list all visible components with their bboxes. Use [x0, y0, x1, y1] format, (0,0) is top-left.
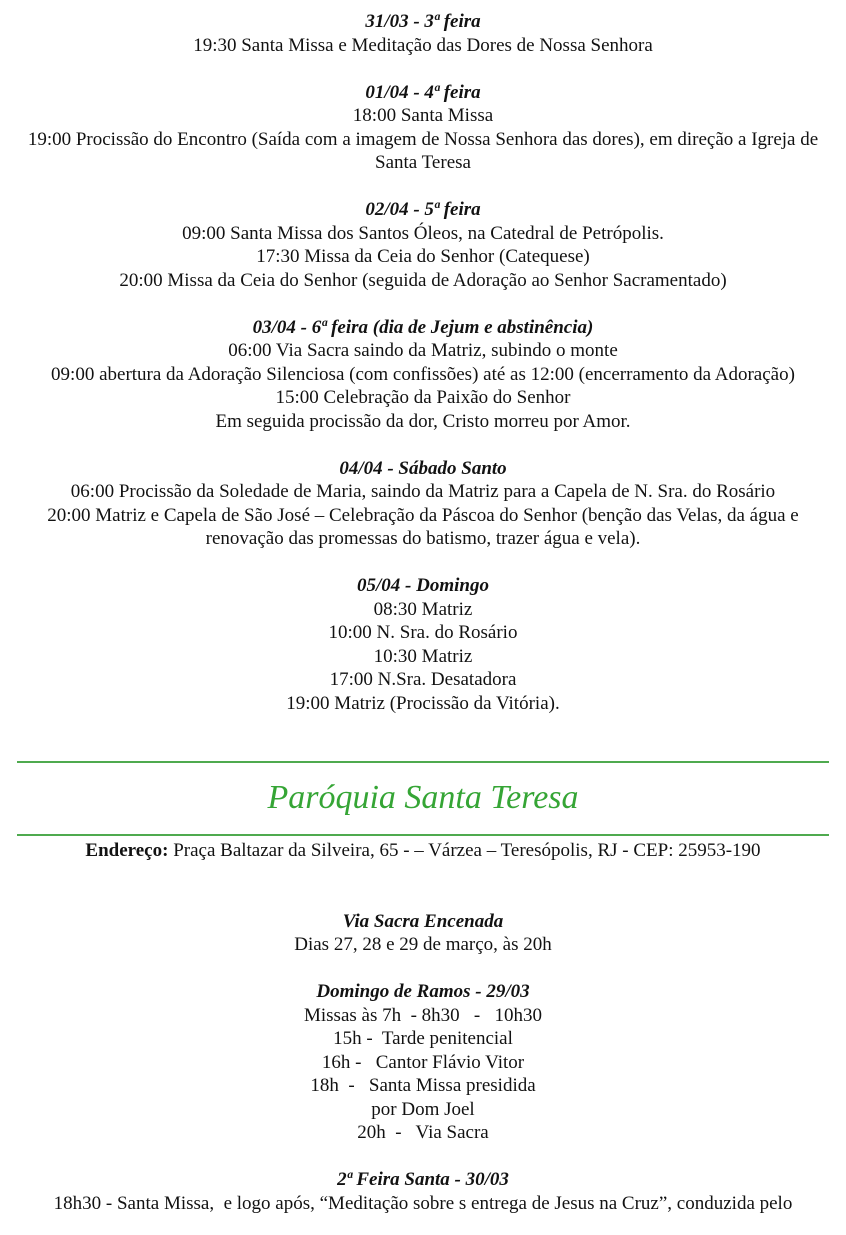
schedule-line: 06:00 Via Sacra saindo da Matriz, subindo o monte [228, 340, 618, 361]
section-heading: 05/04 - Domingo [357, 575, 489, 596]
schedule-line: 17:30 Missa da Ceia do Senhor (Catequese) [256, 246, 590, 267]
schedule-section-04-04 [17, 457, 829, 551]
schedule-line: 10:00 N. Sra. do Rosário [328, 622, 518, 643]
section-heading: 04/04 - Sábado Santo [339, 457, 507, 479]
address-line [17, 836, 829, 863]
address-label: Endereço: [85, 840, 169, 861]
section-heading: 01/04 - 4ª feira [365, 81, 481, 103]
schedule-line: 19:00 Matriz (Procissão da Vitória). [286, 692, 560, 714]
section-heading: 02/04 - 5ª feira [365, 199, 481, 220]
schedule-line: Dias 27, 28 e 29 de março, às 20h [294, 934, 552, 955]
schedule-section-31-03 [17, 10, 829, 57]
schedule-line: 19:30 Santa Missa e Meditação das Dores de Nossa Senhora [193, 34, 653, 56]
parish-header [17, 761, 829, 863]
schedule-line: 19:00 Procissão do Encontro (Saída com a imagem de Nossa Senhora das dores), em direção a Igreja de Santa Teresa [27, 128, 823, 173]
schedule-line: 06:00 Procissão da Soledade de Maria, saindo da Matriz para a Capela de N. Sra. do Rosário [70, 481, 776, 502]
schedule-line: Missas às 7h - 8h30 - 10h30 [303, 1004, 543, 1026]
schedule-line: 16h - Cantor Flávio Vitor [321, 1051, 525, 1073]
schedule-section-01-04 [17, 81, 829, 175]
section-lines [17, 1192, 829, 1216]
schedule-line: 15h - Tarde penitencial [333, 1028, 513, 1049]
section-heading: 2ª Feira Santa - 30/03 [337, 1169, 509, 1190]
parish-title: Paróquia Santa Teresa [267, 779, 579, 816]
schedule-line: 09:00 abertura da Adoração Silenciosa (com confissões) até as 12:00 (encerramento da Adoração) [51, 363, 795, 385]
schedule-line: 09:00 Santa Missa dos Santos Óleos, na Catedral de Petrópolis. [182, 222, 664, 244]
program-section-2a-feira-santa [17, 1168, 829, 1215]
schedule-line: 17:00 N.Sra. Desatadora [329, 669, 517, 690]
section-heading: 31/03 - 3ª feira [365, 11, 481, 32]
section-lines [17, 1004, 829, 1145]
section-lines [17, 598, 829, 716]
schedule-section-03-04 [17, 316, 829, 434]
schedule-line: 18h - Santa Missa presidida [310, 1075, 536, 1096]
schedule-line: 20:00 Missa da Ceia do Senhor (seguida de Adoração ao Senhor Sacramentado) [119, 269, 727, 291]
section-lines [17, 34, 829, 58]
schedule-line: por Dom Joel [371, 1098, 475, 1120]
section-lines [17, 339, 829, 433]
schedule-line: Em seguida procissão da dor, Cristo morreu por Amor. [215, 410, 631, 432]
schedule-line: 18:00 Santa Missa [352, 105, 494, 126]
schedule-line: 15:00 Celebração da Paixão do Senhor [275, 387, 571, 408]
section-heading: 03/04 - 6ª feira (dia de Jejum e abstinência) [252, 316, 594, 338]
program-section-via-sacra-encenada [17, 910, 829, 957]
schedule-line: 10:30 Matriz [373, 645, 473, 667]
schedule-section-02-04 [17, 198, 829, 292]
section-heading: Via Sacra Encenada [342, 910, 504, 932]
section-lines [17, 480, 829, 551]
program-section-domingo-de-ramos [17, 980, 829, 1145]
section-lines [17, 222, 829, 293]
schedule-line: 08:30 Matriz [373, 598, 473, 620]
section-heading: Domingo de Ramos - 29/03 [316, 981, 530, 1002]
schedule-line: 18h30 - Santa Missa, e logo após, “Meditação sobre s entrega de Jesus na Cruz”, conduzida pelo [53, 1192, 793, 1214]
section-lines [17, 933, 829, 957]
schedule-line: 20h - Via Sacra [357, 1122, 489, 1143]
schedule-line: 20:00 Matriz e Capela de São José – Celebração da Páscoa do Senhor (benção das Velas, da água e renovação das promessas do batismo, trazer água e vela). [47, 504, 804, 549]
section-lines [17, 104, 829, 175]
schedule-section-05-04 [17, 574, 829, 715]
address-text: Praça Baltazar da Silveira, 65 - – Várzea – Teresópolis, RJ - CEP: 25953-190 [168, 840, 761, 861]
